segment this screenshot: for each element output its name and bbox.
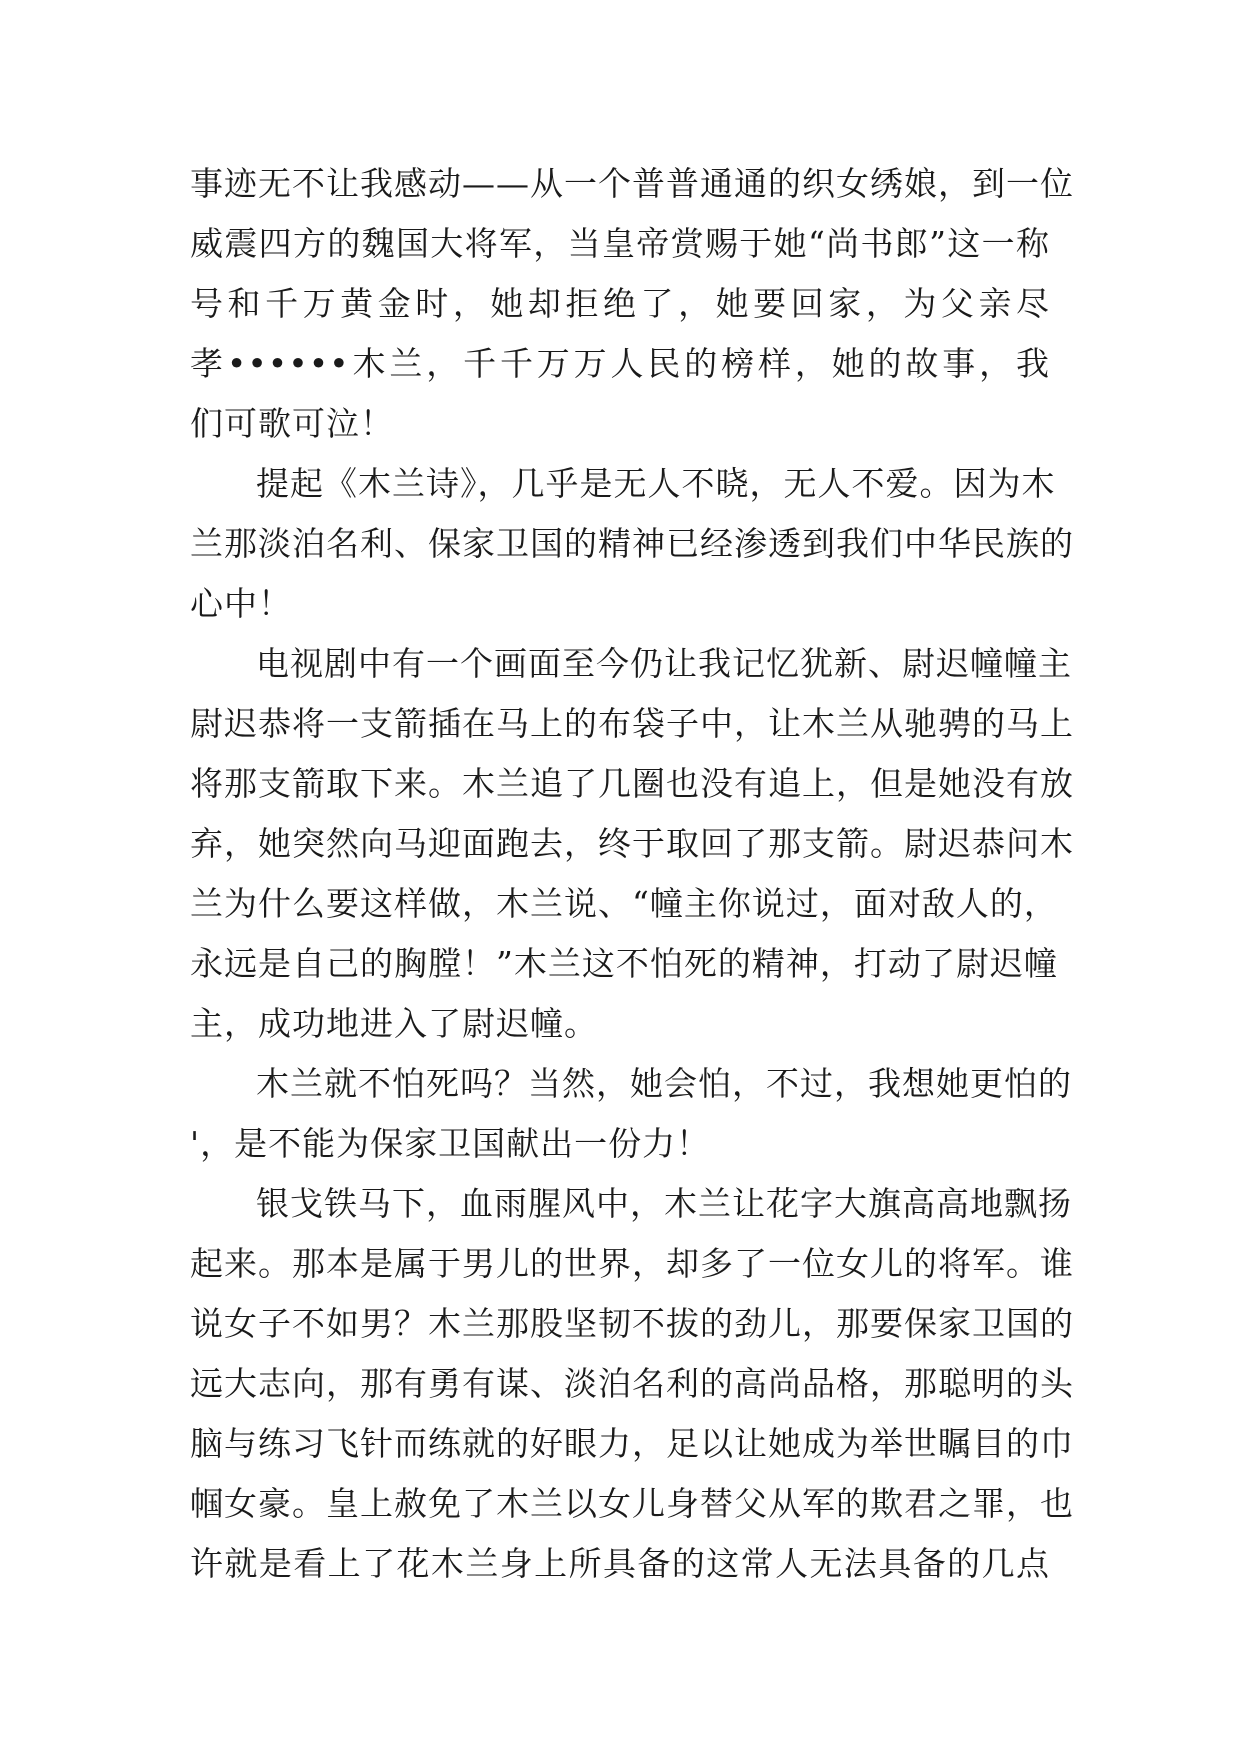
paragraph-first-line: 提起《木兰诗》，几乎是无人不晓，无人不爱。因为木 <box>256 464 1056 503</box>
text-line: '，是不能为保家卫国献出一份力！ <box>190 1124 711 1163</box>
text-line: 心中！ <box>190 584 292 623</box>
text-line: 兰为什么要这样做，木兰说、“幢主你说过，面对敌人的， <box>190 884 1058 923</box>
paragraph-first-line: 电视剧中有一个画面至今仍让我记忆犹新、尉迟幢幢主 <box>256 644 1072 683</box>
text-line: 号和千万黄金时，她却拒绝了，她要回家，为父亲尽 <box>190 284 1050 323</box>
text-line: 远大志向，那有勇有谋、淡泊名利的高尚品格，那聪明的头 <box>190 1364 1074 1403</box>
text-line: 弃，她突然向马迎面跑去，终于取回了那支箭。尉迟恭问木 <box>190 824 1074 863</box>
text-line: 起来。那本是属于男儿的世界，却多了一位女儿的将军。谁 <box>190 1244 1074 1283</box>
text-line: 主，成功地进入了尉迟幢。 <box>190 1004 598 1043</box>
text-line: 事迹无不让我感动——从一个普普通通的织女绣娘，到一位 <box>190 164 1074 203</box>
text-line: 许就是看上了花木兰身上所具备的这常人无法具备的几点 <box>190 1544 1050 1583</box>
essay-body <box>190 154 1074 1594</box>
text-line: 威震四方的魏国大将军，当皇帝赏赐于她“尚书郎”这一称 <box>190 224 1050 263</box>
text-line: 孝••••••木兰，千千万万人民的榜样，她的故事，我 <box>190 344 1050 383</box>
text-line: 兰那淡泊名利、保家卫国的精神已经渗透到我们中华民族的 <box>190 524 1074 563</box>
text-line: 永远是自己的胸膛！”木兰这不怕死的精神，打动了尉迟幢 <box>190 944 1058 983</box>
paragraph-first-line: 银戈铁马下，血雨腥风中，木兰让花字大旗高高地飘扬 <box>256 1184 1072 1223</box>
text-line: 帼女豪。皇上赦免了木兰以女儿身替父从军的欺君之罪，也 <box>190 1484 1074 1523</box>
text-line: 尉迟恭将一支箭插在马上的布袋子中，让木兰从驰骋的马上 <box>190 704 1074 743</box>
text-line: 将那支箭取下来。木兰追了几圈也没有追上，但是她没有放 <box>190 764 1074 803</box>
text-line: 们可歌可泣！ <box>190 404 394 443</box>
text-line: 脑与练习飞针而练就的好眼力，足以让她成为举世瞩目的巾 <box>190 1424 1074 1463</box>
paragraph-first-line: 木兰就不怕死吗？当然，她会怕，不过，我想她更怕的 <box>256 1064 1072 1103</box>
text-line: 说女子不如男？木兰那股坚韧不拔的劲儿，那要保家卫国的 <box>190 1304 1074 1343</box>
